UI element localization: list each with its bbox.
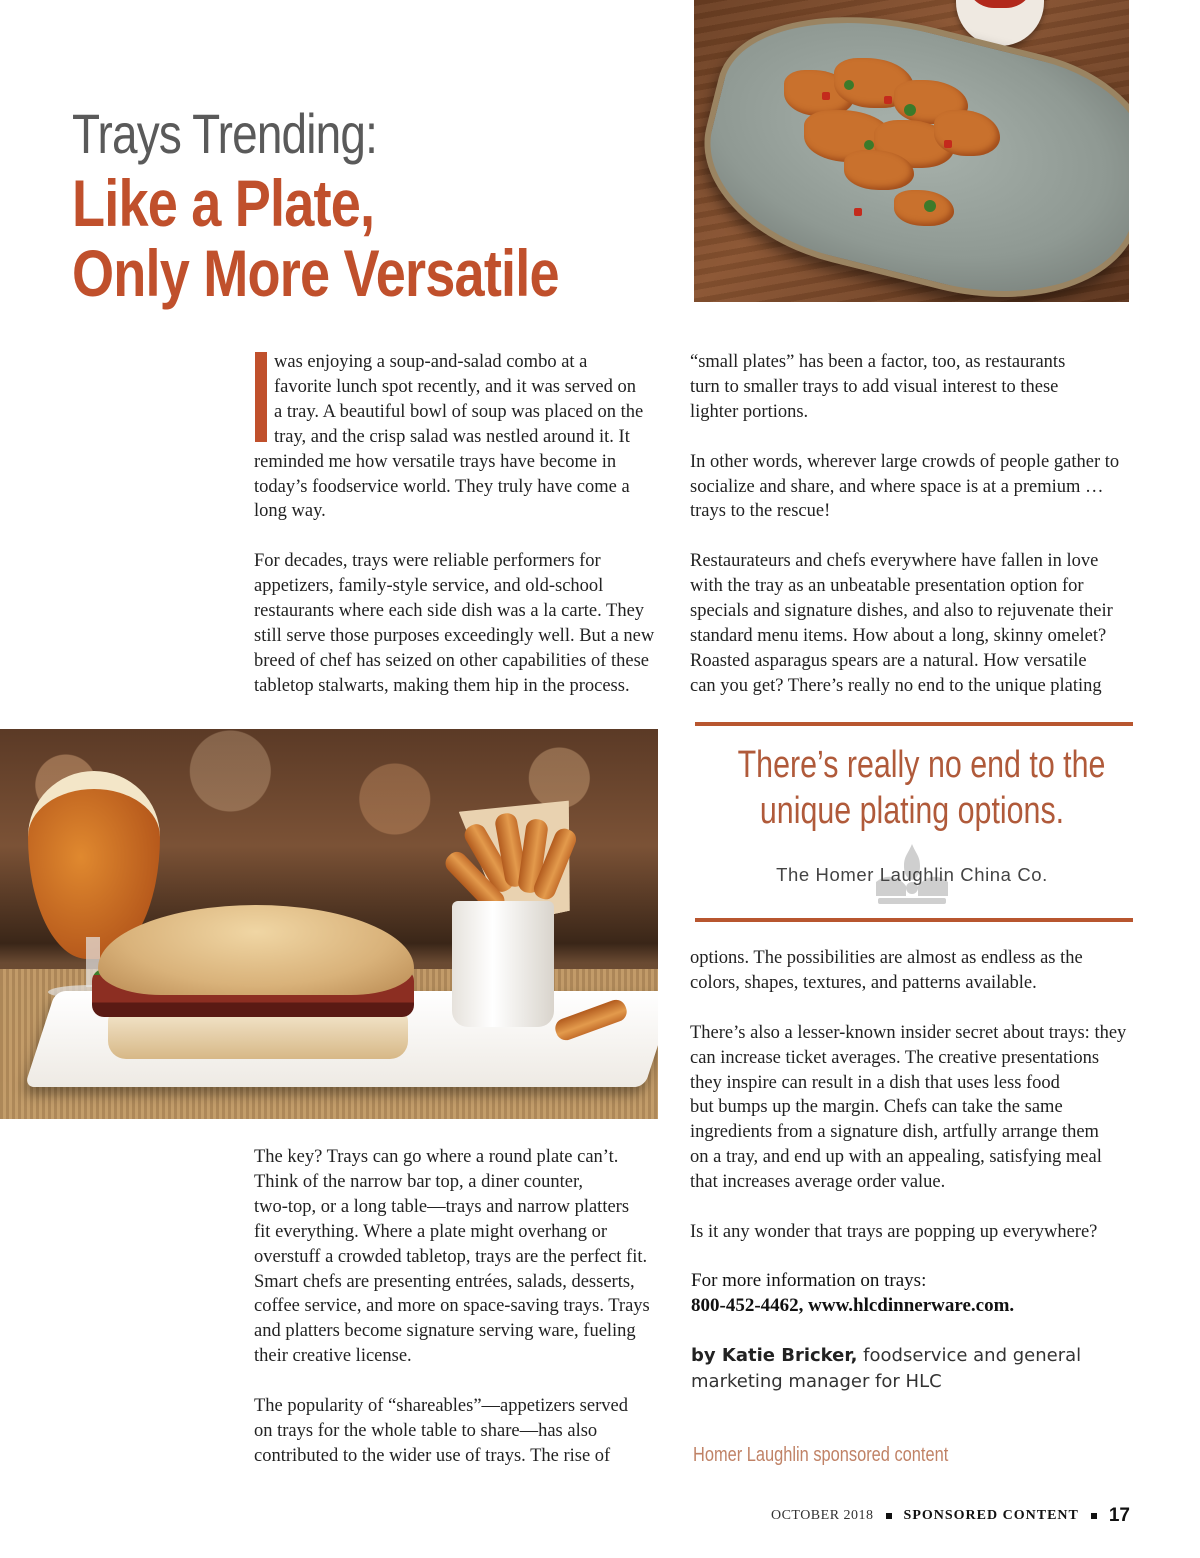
nachos-tray-photo	[694, 0, 1129, 302]
headline-kicker: Trays Trending:	[72, 102, 378, 165]
sandwich-tray-photo	[0, 729, 658, 1119]
pull-quote: There’s really no end to the unique plating options.	[737, 744, 1106, 832]
paragraph-decades: For decades, trays were reliable performers for appetizers, family-style service, and old-school restaurants where each side dish was a la carte. They still serve those purposes exceedingly well. But a new breed of chef has seized on other capabilities of these tabletop stalwarts, making them hip in the process.	[254, 551, 655, 696]
sandwich-bun	[98, 905, 414, 995]
issue-date: OCTOBER 2018	[770, 1508, 874, 1523]
more-info: For more information on trays: 800-452-4462, www.hlcdinnerware.com.	[691, 1270, 1015, 1316]
separator-square-icon	[886, 1513, 892, 1519]
pull-quote-rule-bottom	[695, 918, 1133, 922]
fries-cup	[452, 901, 554, 1027]
paragraph-the-key: The key? Trays can go where a round plate can’t. Think of the narrow bar top, a diner counter, two-top, or a long table—trays and narrow platters fit everything. Where a plate might overhang or overstuff a crowded tabletop, trays are the perfect fit. Smart chefs are presenting entrées, salads, desserts, coffee service, and more on space-saving trays. Trays and platters become signature serving ware, fueling their creative license.	[254, 1147, 650, 1367]
paragraph-is-it-any-wonder: Is it any wonder that trays are popping up everywhere?	[690, 1221, 1098, 1242]
contact-line: 800-452-4462, www.hlcdinnerware.com.	[691, 1295, 1015, 1316]
logo-wordmark: The Homer Laughlin China Co.	[776, 864, 1048, 885]
drop-cap-i	[255, 352, 267, 442]
separator-square-icon	[1091, 1513, 1097, 1519]
author-byline: by Katie Bricker, foodservice and general marketing manager for HLC	[691, 1345, 1082, 1392]
paragraph-options: options. The possibilities are almost as endless as the colors, shapes, textures, and patterns available.	[690, 948, 1083, 993]
sponsor-label: Homer Laughlin sponsored content	[693, 1444, 949, 1466]
right-column-upper	[690, 350, 1119, 699]
intro-paragraph-indented: was enjoying a soup-and-salad combo at a favorite lunch spot recently, and it was served on a tray. A beautiful bowl of soup was placed on the tray, and the crisp salad was nestled around it. It	[274, 352, 644, 447]
left-column-lower	[254, 1145, 650, 1469]
page-number: 17	[1108, 1505, 1130, 1526]
headline-main-line1: Like a Plate,	[72, 166, 375, 240]
section-label: SPONSORED CONTENT	[903, 1508, 1079, 1523]
article-headline	[72, 100, 672, 308]
pull-quote-rule-top	[695, 722, 1133, 726]
intro-paragraph-rest: reminded me how versatile trays have become in today’s foodservice world. They truly have come a long way. For decades, trays were reliable performers for appetizers, family-style service, and old-school restaurants where each side dish was a la carte. They still serve those purposes exceedingly well. But a new breed of chef has seized on other capabilities of these tabletop stalwarts, making them hip in the process.	[254, 450, 654, 699]
paragraph-shareables: The popularity of “shareables”—appetizers served on trays for the whole table to share—has also contributed to the wider use of trays. The rise of	[254, 1396, 628, 1466]
paragraph-in-other-words: In other words, wherever large crowds of people gather to socialize and share, and where space is at a premium … trays to the rescue!	[690, 451, 1120, 522]
headline-main-line2: Only More Versatile	[72, 236, 559, 310]
author-name: by Katie Bricker,	[691, 1345, 858, 1366]
page-footer	[771, 1503, 1130, 1529]
right-column-lower	[690, 946, 1126, 1245]
paragraph-restaurateurs: Restaurateurs and chefs everywhere have fallen in love with the tray as an unbeatable presentation option for specials and signature dishes, and also to rejuvenate their standard menu items. How about a long, skinny omelet? Roasted asparagus spears are a natural. How versatile can you get? There’s really no end to the unique plating	[690, 551, 1113, 696]
paragraph-small-plates: “small plates” has been a factor, too, as restaurants turn to smaller trays to add visual interest to these lighter portions.	[690, 352, 1066, 422]
paragraph-insider-secret: There’s also a lesser-known insider secret about trays: they can increase ticket averages. The creative presentations they inspire can result in a dish that uses less food but bumps up the margin. Chefs can take the same ingredients from a signature dish, artfully arrange them on a tray, and end up with an appealing, satisfying meal that increases average order value.	[690, 1022, 1127, 1193]
